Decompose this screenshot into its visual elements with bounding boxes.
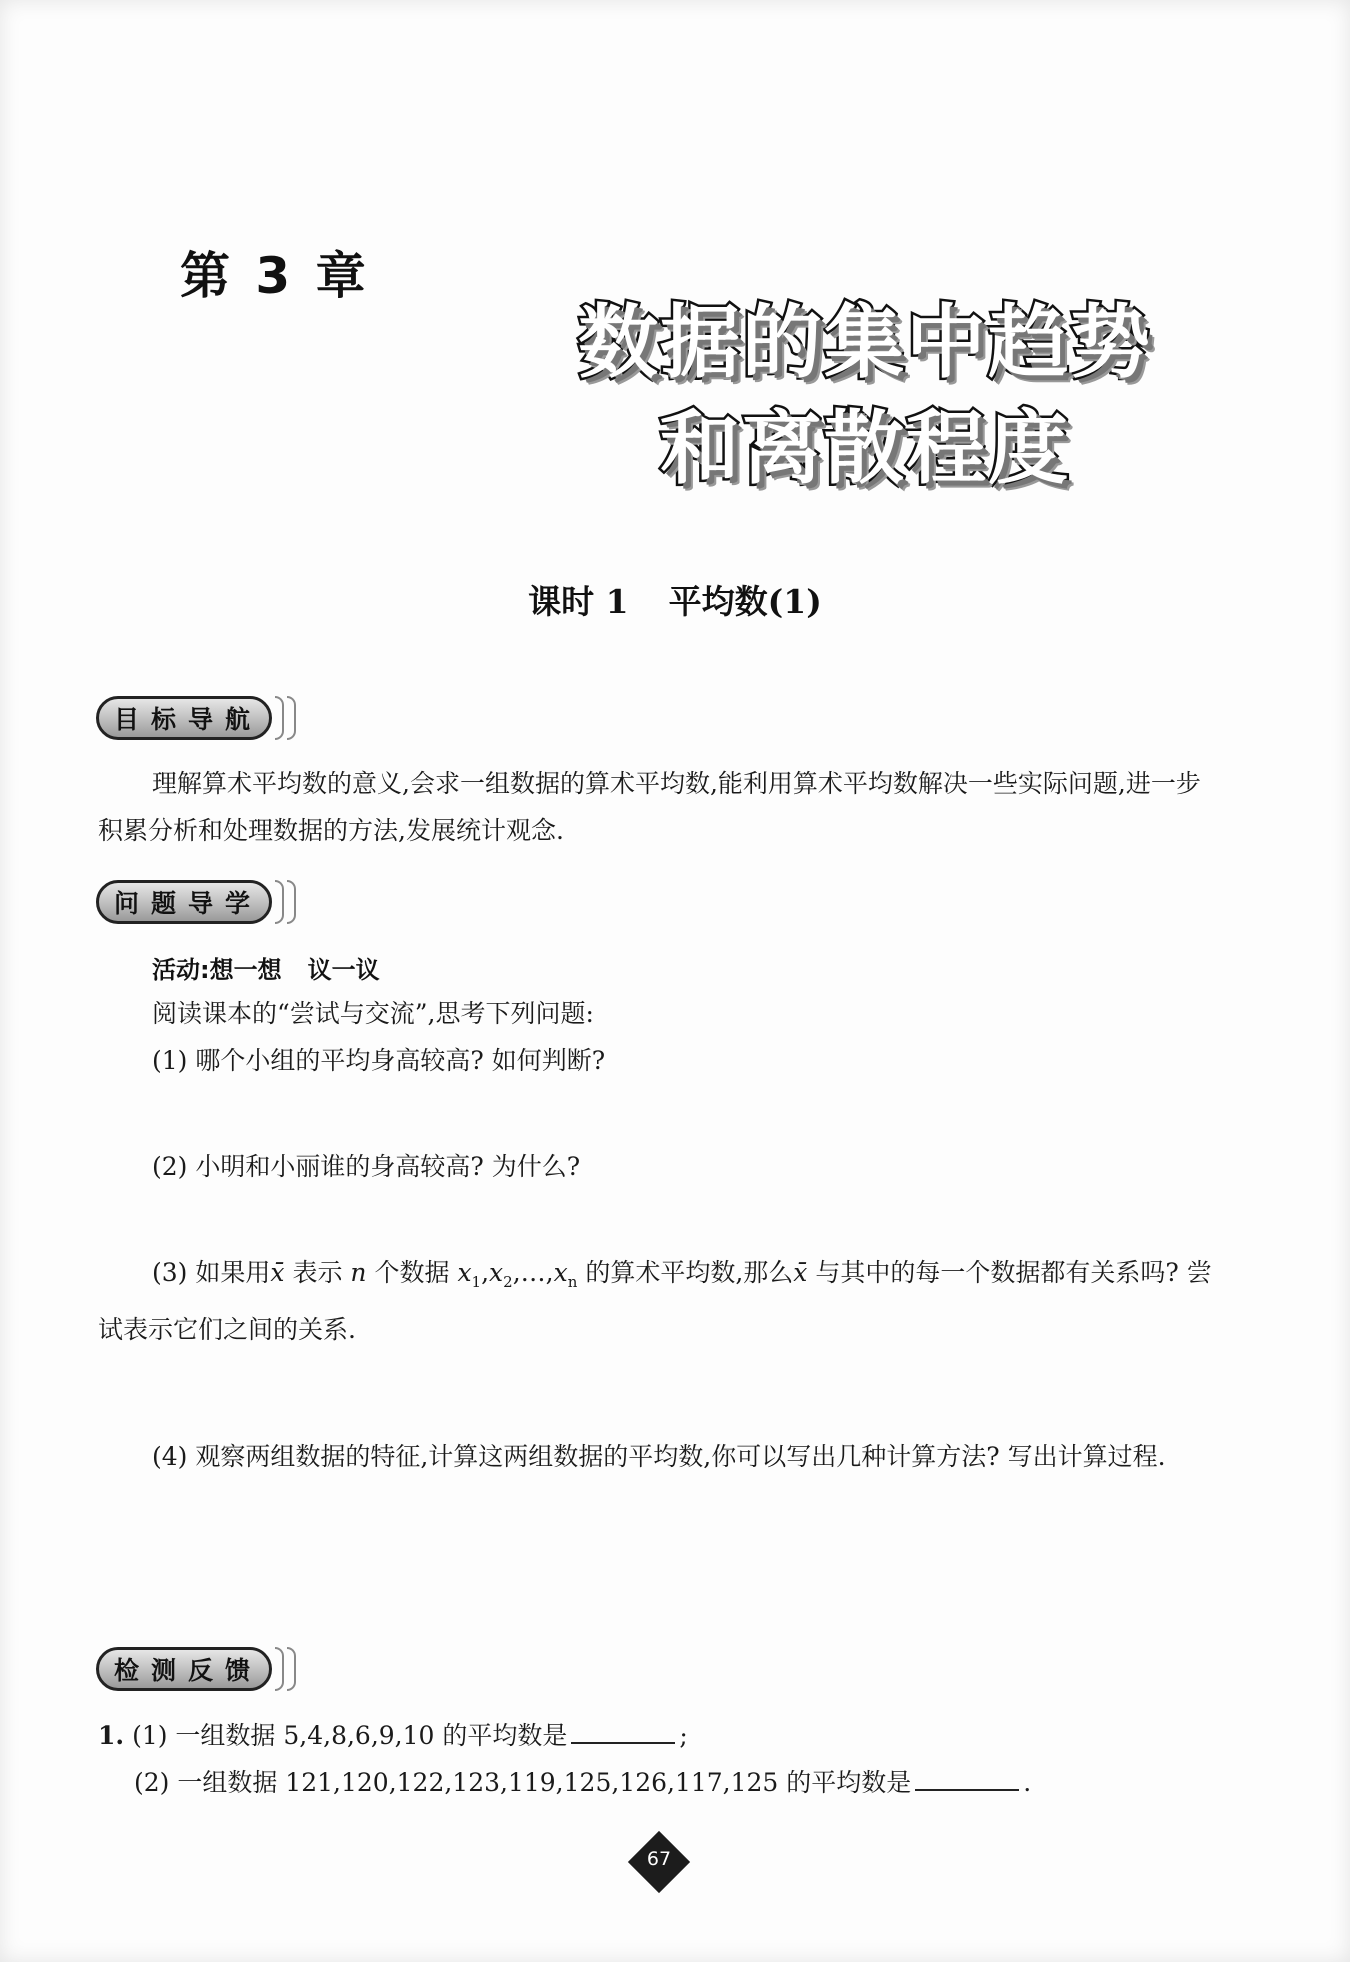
question-2: (2) 小明和小丽谁的身高较高? 为什么? xyxy=(152,1152,581,1181)
exercise-1-1-end: ; xyxy=(679,1721,688,1750)
q3-text-a: (3) 如果用 xyxy=(152,1258,271,1287)
goals-section-tag xyxy=(96,693,314,743)
question-3 xyxy=(98,1249,1218,1353)
x-bar-symbol: x̄ xyxy=(270,1258,285,1287)
tag-ridge-decoration xyxy=(287,880,296,924)
q3-text-d: 的算术平均数,那么 xyxy=(585,1258,794,1287)
q3-text-c: 个数据 xyxy=(374,1258,450,1287)
lesson-number: 课时 1 xyxy=(528,582,629,621)
activity-heading-part2: 议一议 xyxy=(307,956,380,984)
q3-text-e: 与其中的每一个数据都有关系吗? 尝试表示它们之间的关系. xyxy=(98,1258,1212,1344)
subscript-1: 1 xyxy=(471,1273,482,1291)
guide-section-tag xyxy=(96,877,314,927)
comma: , xyxy=(481,1258,490,1287)
exercise-number: 1. xyxy=(98,1721,125,1750)
tag-ridge-decoration xyxy=(287,1647,296,1691)
exercise-1-2-end: . xyxy=(1023,1768,1032,1797)
feedback-tag-label: 检测反馈 xyxy=(96,1647,272,1691)
x-bar-symbol: x̄ xyxy=(793,1258,808,1287)
exercise-1-2-text: (2) 一组数据 121,120,122,123,119,125,126,117,125 的平均数是 xyxy=(134,1768,912,1797)
subscript-2: 2 xyxy=(503,1273,513,1291)
n-symbol: n xyxy=(350,1258,367,1287)
question-1: (1) 哪个小组的平均身高较高? 如何判断? xyxy=(152,1046,606,1075)
x-symbol: x xyxy=(457,1258,472,1287)
guide-tag-label: 问题导学 xyxy=(96,880,272,924)
exercise-1-1-text: (1) 一组数据 5,4,8,6,9,10 的平均数是 xyxy=(132,1721,568,1750)
tag-ridge-decoration xyxy=(275,1647,284,1691)
exercise-1-part-2 xyxy=(134,1759,1254,1806)
x-symbol: x xyxy=(553,1258,568,1287)
question-4: (4) 观察两组数据的特征,计算这两组数据的平均数,你可以写出几种计算方法? 写出计算过程. xyxy=(152,1442,1166,1471)
goals-tag-label: 目标导航 xyxy=(96,696,272,740)
tag-ridge-decoration xyxy=(275,880,284,924)
page-number: 67 xyxy=(646,1848,672,1870)
goals-text: 理解算术平均数的意义,会求一组数据的算术平均数,能利用算术平均数解决一些实际问题,进一步积累分析和处理数据的方法,发展统计观念. xyxy=(98,769,1201,845)
chapter-title-line-2: 和离散程度 xyxy=(660,402,1070,495)
tag-ridge-decoration xyxy=(287,696,296,740)
activity-heading xyxy=(152,950,380,985)
ellipsis: ,…, xyxy=(512,1258,554,1287)
activity-heading-part1: 活动:想一想 xyxy=(152,956,282,984)
x-symbol: x xyxy=(489,1258,504,1287)
feedback-section-tag xyxy=(96,1644,314,1694)
chapter-title-line-1: 数据的集中趋势 xyxy=(578,296,1152,389)
chapter-label: 第 3 章 xyxy=(180,247,370,305)
answer-blank[interactable] xyxy=(571,1714,675,1744)
lesson-name: 平均数(1) xyxy=(668,582,822,621)
guide-intro: 阅读课本的“尝试与交流”,思考下列问题: xyxy=(152,999,594,1028)
exercise-1-part-1 xyxy=(98,1712,1218,1759)
q3-text-b: 表示 xyxy=(292,1258,343,1287)
lesson-title xyxy=(0,576,1350,623)
answer-blank[interactable] xyxy=(915,1761,1019,1791)
subscript-n: n xyxy=(567,1273,578,1291)
tag-ridge-decoration xyxy=(275,696,284,740)
